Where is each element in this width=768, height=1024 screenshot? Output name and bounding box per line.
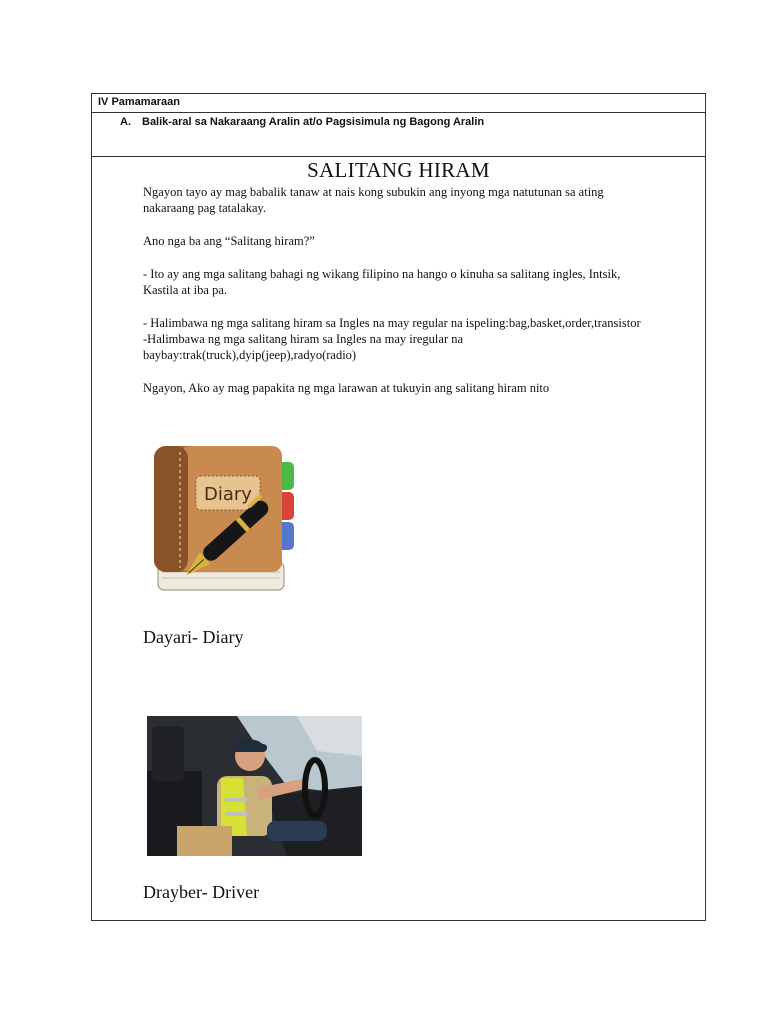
- question-text: Ano nga ba ang “Salitang hiram?”: [143, 234, 315, 248]
- intro-line-1: Ngayon tayo ay mag babalik tanaw at nais kong subukin ang inyong mga natutunan sa ating: [143, 185, 604, 199]
- page-title: SALITANG HIRAM: [307, 158, 490, 182]
- definition-line-1: - Ito ay ang mga salitang bahagi ng wikang filipino na hango o kinuha sa salitang ingles, Intsik,: [143, 267, 621, 281]
- definition-line-2: Kastila at iba pa.: [143, 283, 227, 297]
- example-2-line-1: -Halimbawa ng mga salitang hiram sa Ingles na may iregular na: [143, 332, 464, 346]
- caption-driver: Drayber- Driver: [143, 882, 260, 902]
- item-label: A.: [120, 116, 131, 128]
- example-1: - Halimbawa ng mga salitang hiram sa Ingles na may regular na ispeling:bag,basket,order,transistor: [143, 316, 641, 330]
- caption-diary: Dayari- Diary: [143, 627, 244, 647]
- lesson-table: [91, 93, 706, 921]
- section-title: IV Pamamaraan: [98, 96, 180, 108]
- item-row: [92, 113, 705, 157]
- item-text: Balik-aral sa Nakaraang Aralin at/o Pagsisimula ng Bagong Aralin: [142, 116, 485, 128]
- example-2-line-2: baybay:trak(truck),dyip(jeep),radyo(radio): [143, 348, 357, 362]
- intro-line-2: nakaraang pag tatalakay.: [143, 201, 267, 215]
- instruction-text: Ngayon, Ako ay mag papakita ng mga larawan at tukuyin ang salitang hiram nito: [143, 381, 550, 395]
- diary-label-text: Diary: [204, 484, 252, 505]
- driver-image: [147, 716, 362, 856]
- section-row: [92, 94, 705, 113]
- diary-image: [152, 444, 312, 599]
